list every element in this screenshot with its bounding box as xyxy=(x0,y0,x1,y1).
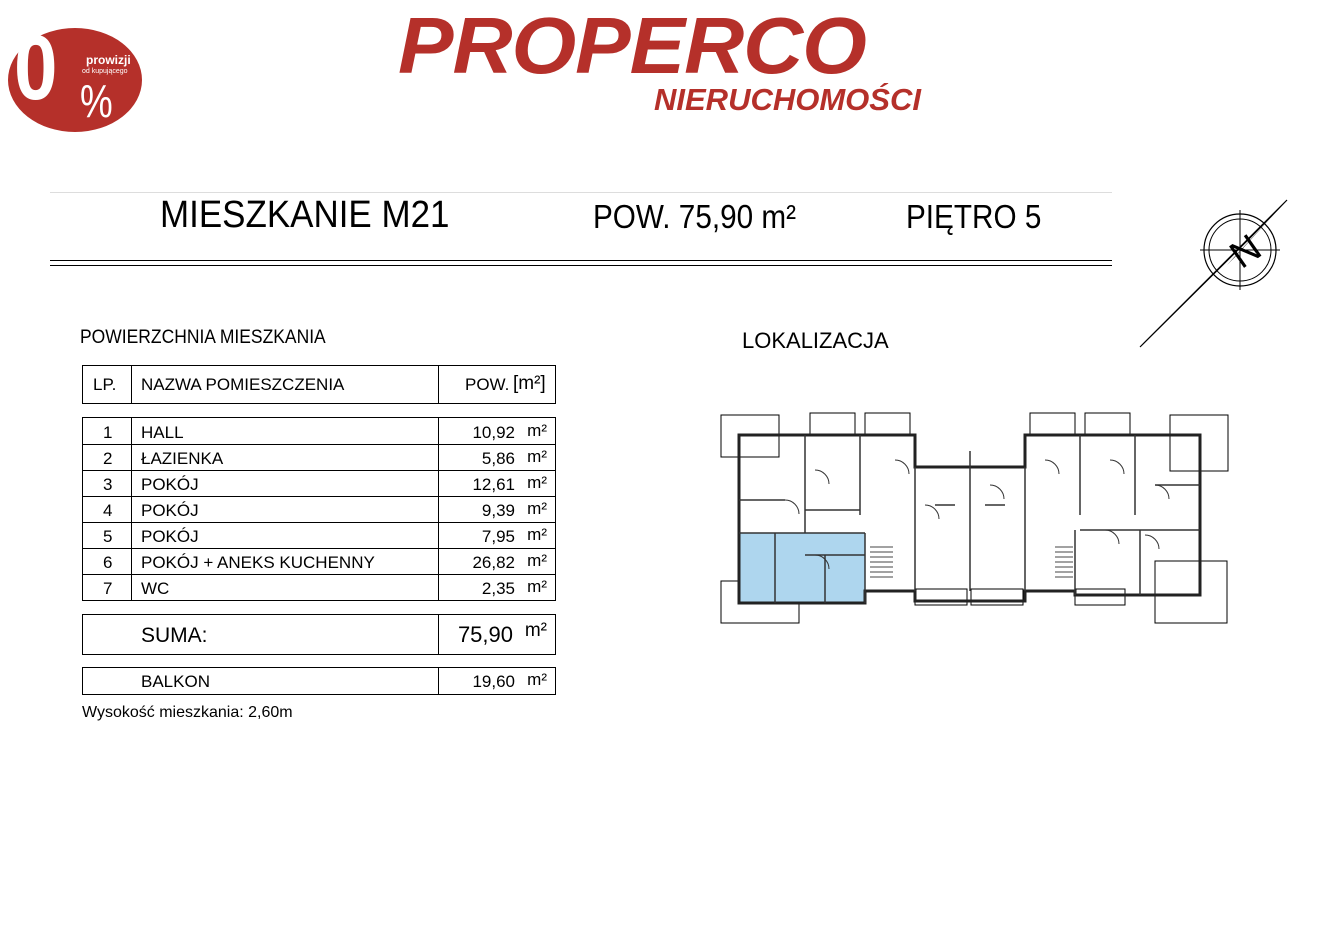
header-top-line xyxy=(50,192,1112,193)
row-5-lp: 5 xyxy=(103,527,113,546)
logo-subtitle: NIERUCHOMOŚCI xyxy=(654,82,921,117)
badge-line1: prowizji xyxy=(86,53,131,67)
floor-plan xyxy=(715,405,1235,630)
row-7-name: WC xyxy=(141,579,170,598)
row-4-unit: m² xyxy=(527,499,547,518)
header-area: POW. xyxy=(465,375,510,394)
row-6-name: POKÓJ + ANEKS KUCHENNY xyxy=(141,553,375,572)
row-3-name: POKÓJ xyxy=(141,475,199,494)
badge-zero: 0 xyxy=(14,17,58,119)
row-6-area: 26,82 xyxy=(472,553,515,572)
row-6-lp: 6 xyxy=(103,553,113,572)
sum-label: SUMA: xyxy=(141,624,208,647)
row-7-lp: 7 xyxy=(103,579,113,598)
row-4-name: POKÓJ xyxy=(141,501,199,520)
row-4-lp: 4 xyxy=(103,501,113,520)
row-3-unit: m² xyxy=(527,473,547,492)
header-divider-2 xyxy=(50,265,1112,266)
height-note: Wysokość mieszkania: 2,60m xyxy=(82,704,293,721)
compass-letter: N xyxy=(1222,226,1270,278)
row-7-area: 2,35 xyxy=(481,579,515,598)
row-5-unit: m² xyxy=(527,525,547,544)
row-3-lp: 3 xyxy=(103,475,113,494)
sum-value: 75,90 xyxy=(457,622,513,647)
balcony-label: BALKON xyxy=(141,672,210,691)
row-2-name: ŁAZIENKA xyxy=(141,449,224,468)
balcony-unit: m² xyxy=(527,670,547,689)
logo-title: PROPERCO xyxy=(398,1,866,90)
badge-line2: od kupującego xyxy=(82,68,128,75)
row-2-unit: m² xyxy=(527,447,547,466)
apartment-title: MIESZKANIE M21 xyxy=(160,194,450,236)
row-5-area: 7,95 xyxy=(481,527,515,546)
area-section-title: POWIERZCHNIA MIESZKANIA xyxy=(80,327,326,348)
row-1-lp: 1 xyxy=(103,423,113,442)
highlighted-apartment xyxy=(739,533,865,603)
header-name: NAZWA POMIESZCZENIA xyxy=(141,375,345,394)
header-lp: LP. xyxy=(93,375,117,394)
row-2-area: 5,86 xyxy=(481,449,515,468)
apartment-floor: PIĘTRO 5 xyxy=(906,198,1042,235)
header-divider-1 xyxy=(50,260,1112,261)
row-7-unit: m² xyxy=(527,577,547,596)
rooms-table xyxy=(82,417,556,601)
apartment-area: POW. 75,90 m² xyxy=(593,198,797,235)
badge-percent: % xyxy=(80,75,113,127)
header-unit: [m²] xyxy=(513,373,546,394)
table-header xyxy=(82,365,556,404)
sum-row xyxy=(82,614,556,655)
row-6-unit: m² xyxy=(527,551,547,570)
balcony-row xyxy=(82,667,556,695)
row-2-lp: 2 xyxy=(103,449,113,468)
row-3-area: 12,61 xyxy=(472,475,515,494)
row-4-area: 9,39 xyxy=(481,501,515,520)
location-section-title: LOKALIZACJA xyxy=(742,328,889,353)
row-1-name: HALL xyxy=(141,423,184,442)
row-5-name: POKÓJ xyxy=(141,527,199,546)
row-1-area: 10,92 xyxy=(472,423,515,442)
balcony-value: 19,60 xyxy=(472,672,515,691)
row-1-unit: m² xyxy=(527,421,547,440)
sum-unit: m² xyxy=(524,620,547,641)
compass-icon xyxy=(1135,195,1295,355)
